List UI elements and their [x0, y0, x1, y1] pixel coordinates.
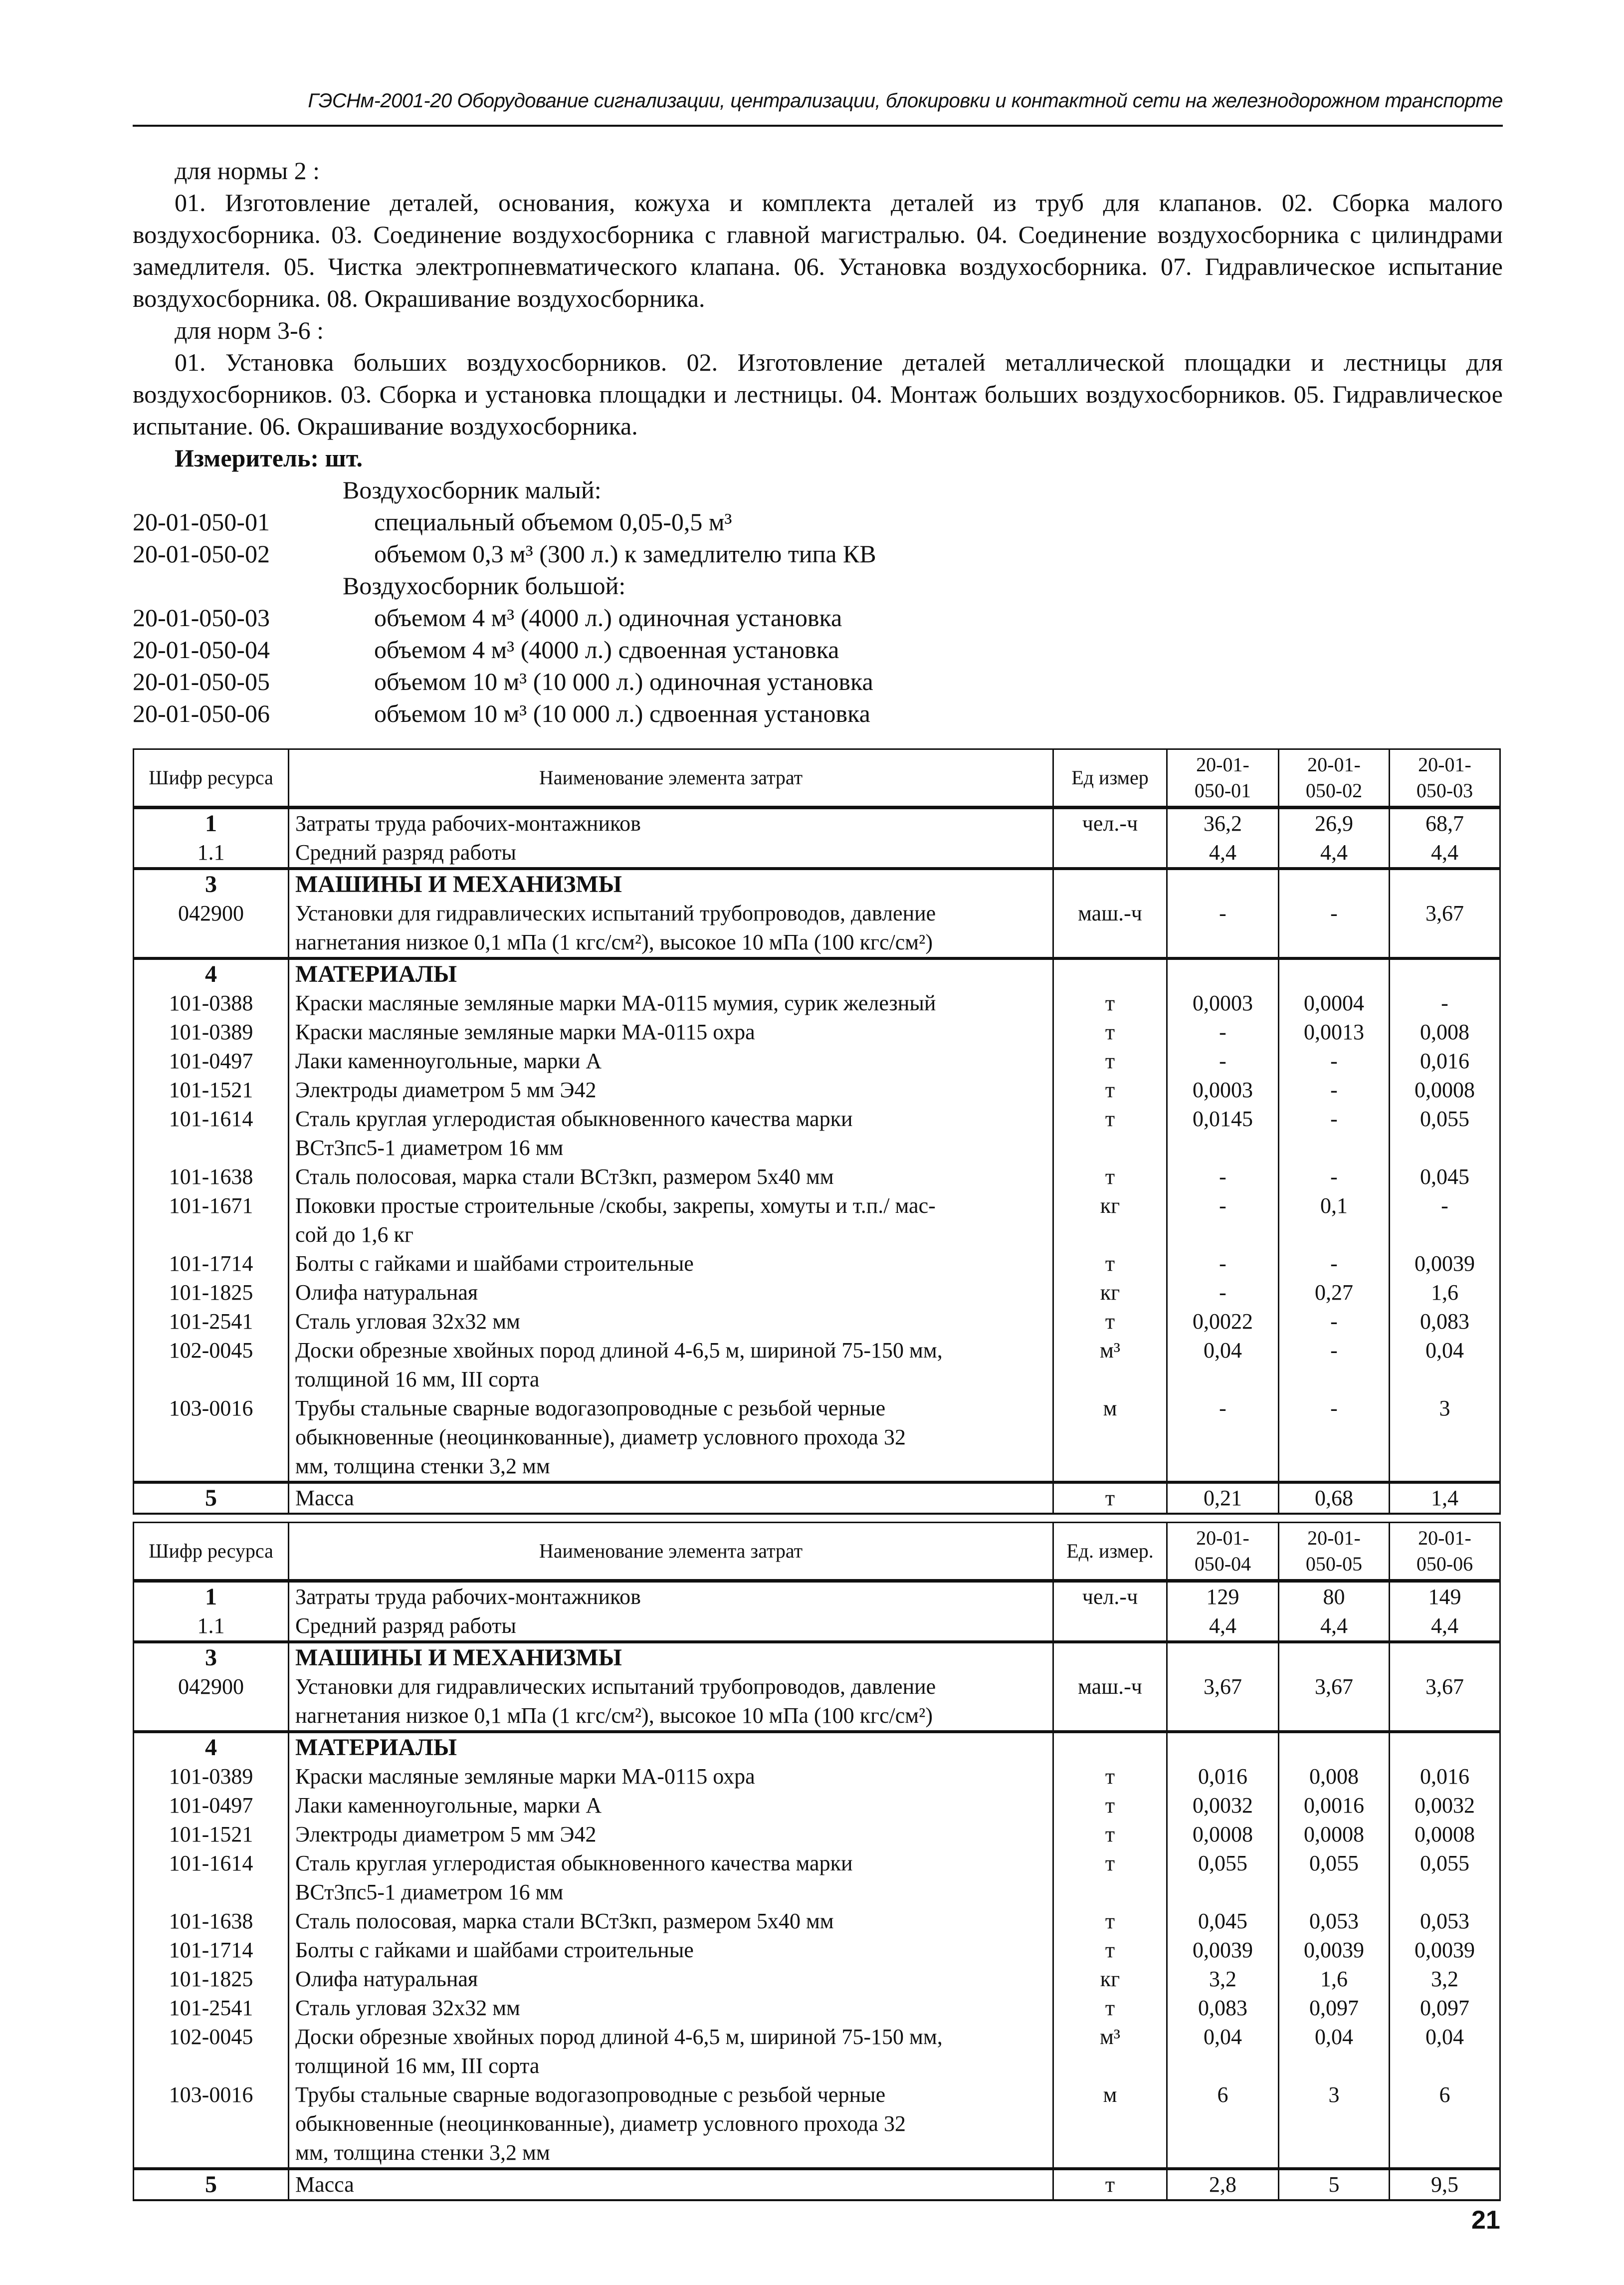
header-norm-1: 20-01- 050-01	[1167, 749, 1279, 808]
header-norm-1: 20-01- 050-04	[1167, 1523, 1279, 1581]
header-norm-2: 20-01- 050-02	[1279, 749, 1390, 808]
norm-value: 0,0008	[1390, 1820, 1500, 1849]
table-row	[134, 838, 1500, 869]
norm-value: 0,0013	[1279, 1018, 1390, 1047]
table-row	[134, 1018, 1500, 1047]
cost-element-name: Поковки простые строительные /скобы, закрепы, хомуты и т.п./ мас- сой до 1,6 кг	[289, 1191, 1053, 1249]
norm-value: 0,045	[1167, 1907, 1279, 1936]
resource-code: 101-1614	[134, 1105, 289, 1162]
norm-value: 0,0032	[1167, 1791, 1279, 1820]
unit: м	[1053, 1394, 1167, 1482]
header-code: Шифр ресурса	[134, 749, 289, 808]
cost-element-name: Олифа натуральная	[289, 1278, 1053, 1307]
resource-table-2	[133, 1522, 1501, 2201]
norm-value	[1167, 1732, 1279, 1762]
unit: м³	[1053, 2023, 1167, 2080]
norm-value: -	[1167, 1047, 1279, 1076]
table-row	[134, 1820, 1500, 1849]
norm-value: -	[1279, 1336, 1390, 1394]
norm-value: 0,0003	[1167, 1076, 1279, 1105]
norm-value: 0,053	[1390, 1907, 1500, 1936]
norm-value: 0,0039	[1390, 1936, 1500, 1965]
unit: чел.-ч	[1053, 808, 1167, 839]
unit: кг	[1053, 1965, 1167, 1994]
cost-element-name: Болты с гайками и шайбами строительные	[289, 1249, 1053, 1278]
header-norm-3: 20-01- 050-06	[1390, 1523, 1500, 1581]
norm-value: 3	[1279, 2080, 1390, 2169]
norm-value: 0,0039	[1167, 1936, 1279, 1965]
resource-code: 101-1638	[134, 1162, 289, 1191]
unit: м	[1053, 2080, 1167, 2169]
norm-code: 20-01-050-05	[133, 668, 270, 695]
unit: т	[1053, 1249, 1167, 1278]
table-header-row	[134, 749, 1500, 808]
norm-code: 20-01-050-02	[133, 540, 270, 568]
norm-value: 4,4	[1390, 838, 1500, 869]
table-row	[134, 1907, 1500, 1936]
resource-code: 102-0045	[134, 1336, 289, 1394]
table-row	[134, 1791, 1500, 1820]
norm-value	[1390, 1732, 1500, 1762]
norm2-body: 01. Изготовление деталей, основания, кожуха и комплекта деталей из труб для клапанов. 02. Сборка малого воздухосборника. 03. Соединение воздухосборника с главной магистралью. 04. Соединение воздухосборника с цилиндрами замедлителя. 05. Чистка электропневматического клапана. 06. Установка воздухосборника. 07. Гидравлическое испытание воздухосборника. 08. Окрашивание воздухосборника.	[133, 189, 1503, 312]
unit	[1053, 838, 1167, 869]
table-row	[134, 1336, 1500, 1394]
cost-element-name: Олифа натуральная	[289, 1965, 1053, 1994]
cost-element-name: Электроды диаметром 5 мм Э42	[289, 1076, 1053, 1105]
norm-value: 4,4	[1279, 838, 1390, 869]
unit: т	[1053, 1307, 1167, 1336]
norm-value: 1,6	[1390, 1278, 1500, 1307]
norm-value: -	[1279, 899, 1390, 958]
header-norm-3: 20-01- 050-03	[1390, 749, 1500, 808]
norm-value: 9,5	[1390, 2169, 1500, 2200]
cost-element-name: Затраты труда рабочих-монтажников	[289, 808, 1053, 839]
norm-value: 0,008	[1279, 1762, 1390, 1791]
norm-value: -	[1279, 1307, 1390, 1336]
norm-value: 0,0003	[1167, 989, 1279, 1018]
norm-value	[1167, 869, 1279, 899]
norm-value: 0,055	[1279, 1849, 1390, 1907]
norm-value	[1390, 869, 1500, 899]
resource-code: 101-1825	[134, 1965, 289, 1994]
norm-value: 0,0022	[1167, 1307, 1279, 1336]
cost-element-name: МАШИНЫ И МЕХАНИЗМЫ	[289, 1642, 1053, 1672]
resource-code: 101-1825	[134, 1278, 289, 1307]
table-row	[134, 1047, 1500, 1076]
resource-code: 101-1714	[134, 1249, 289, 1278]
unit: т	[1053, 1018, 1167, 1047]
unit: т	[1053, 1820, 1167, 1849]
header-name: Наименование элемента затрат	[289, 749, 1053, 808]
resource-code: 102-0045	[134, 2023, 289, 2080]
table-row	[134, 1162, 1500, 1191]
norm-value: 4,4	[1167, 838, 1279, 869]
norm-value: 0,008	[1390, 1018, 1500, 1047]
cost-element-name: Трубы стальные сварные водогазопроводные с резьбой черные обыкновенные (неоцинкованные), диаметр условного прохода 32 мм, толщина стенки 3,2 мм	[289, 1394, 1053, 1482]
resource-code: 1.1	[134, 1611, 289, 1642]
cost-element-name: Установки для гидравлических испытаний трубопроводов, давление нагнетания низкое 0,1 мПа (1 кгс/см²), высокое 10 мПа (100 кгс/см²)	[289, 899, 1053, 958]
cost-element-name: Сталь угловая 32х32 мм	[289, 1307, 1053, 1336]
norm-value: 68,7	[1390, 808, 1500, 839]
norm-item	[133, 538, 1503, 570]
unit: т	[1053, 1076, 1167, 1105]
unit: т	[1053, 989, 1167, 1018]
norm-value: 0,0039	[1279, 1936, 1390, 1965]
table-row	[134, 2023, 1500, 2080]
norm-value: 0,016	[1390, 1762, 1500, 1791]
norm-value: 0,053	[1279, 1907, 1390, 1936]
unit: т	[1053, 1105, 1167, 1162]
norm-item	[133, 666, 1503, 697]
norm36-body: 01. Установка больших воздухосборников. 02. Изготовление деталей металлической площадки и лестницы для воздухосборников. 03. Сборка и установка площадки и лестницы. 04. Монтаж больших воздухосборников. 05. Гидравлическое испытание. 06. Окрашивание воздухосборника.	[133, 348, 1503, 440]
header-unit: Ед. измер.	[1053, 1523, 1167, 1581]
cost-element-name: Сталь круглая углеродистая обыкновенного качества марки ВСт3пс5-1 диаметром 16 мм	[289, 1105, 1053, 1162]
norm-value: 6	[1167, 2080, 1279, 2169]
norm-value: 0,68	[1279, 1482, 1390, 1514]
table-row	[134, 1581, 1500, 1612]
resource-code: 101-0388	[134, 989, 289, 1018]
resource-code: 042900	[134, 1672, 289, 1732]
norm-value: 0,0016	[1279, 1791, 1390, 1820]
table-row	[134, 1105, 1500, 1162]
table-row	[134, 1732, 1500, 1762]
table-row	[134, 1672, 1500, 1732]
norm-value: 4,4	[1390, 1611, 1500, 1642]
unit: т	[1053, 1482, 1167, 1514]
subheading-small: Воздухосборник малый:	[343, 476, 602, 504]
norm-desc: объемом 4 м³ (4000 л.) сдвоенная установка	[374, 636, 839, 664]
cost-element-name: Лаки каменноугольные, марки А	[289, 1047, 1053, 1076]
cost-element-name: МАТЕРИАЛЫ	[289, 958, 1053, 989]
cost-element-name: Масса	[289, 2169, 1053, 2200]
header-rule	[133, 125, 1503, 127]
cost-element-name: Средний разряд работы	[289, 1611, 1053, 1642]
unit: кг	[1053, 1278, 1167, 1307]
norm-description	[133, 155, 1503, 729]
header-norm-2: 20-01- 050-05	[1279, 1523, 1390, 1581]
norm-value: 3,2	[1390, 1965, 1500, 1994]
resource-code: 1	[134, 1581, 289, 1612]
resource-code: 101-2541	[134, 1307, 289, 1336]
norm-code: 20-01-050-06	[133, 699, 270, 727]
resource-code: 4	[134, 958, 289, 989]
norm-value: -	[1167, 1249, 1279, 1278]
header-code: Шифр ресурса	[134, 1523, 289, 1581]
norm-value: 0,016	[1167, 1762, 1279, 1791]
norm-value	[1167, 1642, 1279, 1672]
table-row	[134, 1249, 1500, 1278]
subheading-large: Воздухосборник большой:	[343, 572, 626, 600]
norm-item	[133, 506, 1503, 538]
cost-element-name: Трубы стальные сварные водогазопроводные с резьбой черные обыкновенные (неоцинкованные), диаметр условного прохода 32 мм, толщина стенки 3,2 мм	[289, 2080, 1053, 2169]
norm-value: 0,21	[1167, 1482, 1279, 1514]
norm-value: 0,097	[1390, 1994, 1500, 2023]
header-unit: Ед измер	[1053, 749, 1167, 808]
norm-value: 0,27	[1279, 1278, 1390, 1307]
resource-code: 101-1521	[134, 1076, 289, 1105]
norm-value: -	[1167, 1394, 1279, 1482]
norm-value: -	[1167, 899, 1279, 958]
norm-value: 0,045	[1390, 1162, 1500, 1191]
unit	[1053, 1611, 1167, 1642]
norm-value: 80	[1279, 1581, 1390, 1612]
resource-code: 101-0389	[134, 1762, 289, 1791]
unit: т	[1053, 1762, 1167, 1791]
norm-value: -	[1167, 1162, 1279, 1191]
norm-value: 4,4	[1279, 1611, 1390, 1642]
norm-value: 0,083	[1390, 1307, 1500, 1336]
unit: т	[1053, 1907, 1167, 1936]
cost-element-name: Доски обрезные хвойных пород длиной 4-6,5 м, шириной 75-150 мм, толщиной 16 мм, III сорта	[289, 2023, 1053, 2080]
norm-value: 149	[1390, 1581, 1500, 1612]
cost-element-name: МАТЕРИАЛЫ	[289, 1732, 1053, 1762]
unit	[1053, 1642, 1167, 1672]
resource-code: 101-2541	[134, 1994, 289, 2023]
unit: м³	[1053, 1336, 1167, 1394]
norm-desc: объемом 10 м³ (10 000 л.) одиночная установка	[374, 668, 873, 695]
norm-value: 0,0008	[1390, 1076, 1500, 1105]
table-row	[134, 869, 1500, 899]
norm-value: 2,8	[1167, 2169, 1279, 2200]
norm-value: -	[1279, 1249, 1390, 1278]
resource-code: 103-0016	[134, 2080, 289, 2169]
unit: т	[1053, 1162, 1167, 1191]
table-row	[134, 808, 1500, 839]
resource-code: 3	[134, 869, 289, 899]
norm-item	[133, 602, 1503, 634]
unit: т	[1053, 1936, 1167, 1965]
cost-element-name: Сталь полосовая, марка стали ВСт3кп, размером 5х40 мм	[289, 1162, 1053, 1191]
norm-value: 4,4	[1167, 1611, 1279, 1642]
cost-element-name: Болты с гайками и шайбами строительные	[289, 1936, 1053, 1965]
resource-code: 101-0497	[134, 1791, 289, 1820]
norm2-label: для нормы 2 :	[175, 157, 320, 185]
unit: кг	[1053, 1191, 1167, 1249]
norm-value	[1279, 958, 1390, 989]
table-row	[134, 899, 1500, 958]
resource-code: 042900	[134, 899, 289, 958]
norm-value: 0,016	[1390, 1047, 1500, 1076]
norm-value: 1,4	[1390, 1482, 1500, 1514]
table-row	[134, 1936, 1500, 1965]
resource-code: 4	[134, 1732, 289, 1762]
unit: т	[1053, 1047, 1167, 1076]
resource-code: 1	[134, 808, 289, 839]
page-number: 21	[1471, 2206, 1500, 2235]
norm-value: 1,6	[1279, 1965, 1390, 1994]
unit	[1053, 869, 1167, 899]
resource-code: 101-1614	[134, 1849, 289, 1907]
unit: маш.-ч	[1053, 899, 1167, 958]
norm-code: 20-01-050-03	[133, 604, 270, 632]
norm-value: 0,0008	[1167, 1820, 1279, 1849]
cost-element-name: Сталь угловая 32х32 мм	[289, 1994, 1053, 2023]
norm-value: -	[1167, 1018, 1279, 1047]
unit: т	[1053, 2169, 1167, 2200]
resource-code: 103-0016	[134, 1394, 289, 1482]
norm-value: 0,1	[1279, 1191, 1390, 1249]
table-row	[134, 2169, 1500, 2200]
norm-value: 3,67	[1279, 1672, 1390, 1732]
table-row	[134, 1611, 1500, 1642]
norm-value: 0,04	[1167, 2023, 1279, 2080]
norm-desc: объемом 4 м³ (4000 л.) одиночная установка	[374, 604, 842, 632]
table-row	[134, 2080, 1500, 2169]
norm-desc: объемом 0,3 м³ (300 л.) к замедлителю типа КВ	[374, 540, 876, 568]
cost-element-name: Сталь полосовая, марка стали ВСт3кп, размером 5х40 мм	[289, 1907, 1053, 1936]
resource-code: 3	[134, 1642, 289, 1672]
norm-value: 3,67	[1167, 1672, 1279, 1732]
norm-value: -	[1279, 1394, 1390, 1482]
norm-value	[1279, 1732, 1390, 1762]
norm-value: 0,04	[1390, 1336, 1500, 1394]
norm-value	[1279, 1642, 1390, 1672]
cost-element-name: Сталь круглая углеродистая обыкновенного качества марки ВСт3пс5-1 диаметром 16 мм	[289, 1849, 1053, 1907]
norm-desc: специальный объемом 0,05-0,5 м³	[374, 508, 732, 536]
table-row	[134, 1762, 1500, 1791]
table-row	[134, 1965, 1500, 1994]
norm-value: -	[1167, 1191, 1279, 1249]
norm-item	[133, 634, 1503, 666]
norm-desc: объемом 10 м³ (10 000 л.) сдвоенная установка	[374, 699, 870, 727]
unit	[1053, 1732, 1167, 1762]
norm-value: 3,67	[1390, 1672, 1500, 1732]
table-row	[134, 1642, 1500, 1672]
norm36-label: для норм 3-6 :	[175, 316, 324, 344]
norm-value: -	[1390, 1191, 1500, 1249]
cost-element-name: Лаки каменноугольные, марки А	[289, 1791, 1053, 1820]
table-row	[134, 1394, 1500, 1482]
norm-value: 0,0032	[1390, 1791, 1500, 1820]
table-row	[134, 958, 1500, 989]
norm-value: -	[1279, 1162, 1390, 1191]
cost-element-name: Краски масляные земляные марки МА-0115 охра	[289, 1762, 1053, 1791]
table-row	[134, 1994, 1500, 2023]
resource-code: 1.1	[134, 838, 289, 869]
norm-value: 0,055	[1390, 1105, 1500, 1162]
resource-code: 101-1714	[134, 1936, 289, 1965]
running-title: ГЭСНм-2001-20 Оборудование сигнализации, централизации, блокировки и контактной сети на железнодорожном транспорте	[308, 90, 1503, 112]
header-name: Наименование элемента затрат	[289, 1523, 1053, 1581]
norm-value: 36,2	[1167, 808, 1279, 839]
resource-code: 5	[134, 2169, 289, 2200]
norm-value: 0,0039	[1390, 1249, 1500, 1278]
table-header-row	[134, 1523, 1500, 1581]
resource-code: 101-1638	[134, 1907, 289, 1936]
table-row	[134, 1076, 1500, 1105]
resource-code: 101-1521	[134, 1820, 289, 1849]
norm-value: 0,0145	[1167, 1105, 1279, 1162]
norm-value: 0,055	[1390, 1849, 1500, 1907]
norm-value: 0,04	[1279, 2023, 1390, 2080]
meter-unit: Измеритель: шт.	[175, 444, 363, 472]
norm-value: 0,0004	[1279, 989, 1390, 1018]
table-row	[134, 1849, 1500, 1907]
cost-element-name: Установки для гидравлических испытаний трубопроводов, давление нагнетания низкое 0,1 мПа (1 кгс/см²), высокое 10 мПа (100 кгс/см²)	[289, 1672, 1053, 1732]
unit: т	[1053, 1791, 1167, 1820]
norm-value: 0,0008	[1279, 1820, 1390, 1849]
cost-element-name: МАШИНЫ И МЕХАНИЗМЫ	[289, 869, 1053, 899]
norm-value: 26,9	[1279, 808, 1390, 839]
cost-element-name: Краски масляные земляные марки МА-0115 мумия, сурик железный	[289, 989, 1053, 1018]
norm-code: 20-01-050-01	[133, 508, 270, 536]
norm-value: -	[1279, 1047, 1390, 1076]
norm-value: -	[1167, 1278, 1279, 1307]
norm-value	[1390, 1642, 1500, 1672]
cost-element-name: Краски масляные земляные марки МА-0115 охра	[289, 1018, 1053, 1047]
table-row	[134, 1482, 1500, 1514]
unit: т	[1053, 1994, 1167, 2023]
table-row	[134, 989, 1500, 1018]
table-row	[134, 1278, 1500, 1307]
norm-code: 20-01-050-04	[133, 636, 270, 664]
cost-element-name: Затраты труда рабочих-монтажников	[289, 1581, 1053, 1612]
resource-code: 5	[134, 1482, 289, 1514]
unit: маш.-ч	[1053, 1672, 1167, 1732]
norm-value: 3,2	[1167, 1965, 1279, 1994]
norm-value	[1390, 958, 1500, 989]
norm-value	[1279, 869, 1390, 899]
norm-value: 6	[1390, 2080, 1500, 2169]
cost-element-name: Доски обрезные хвойных пород длиной 4-6,5 м, шириной 75-150 мм, толщиной 16 мм, III сорта	[289, 1336, 1053, 1394]
norm-value: -	[1279, 1076, 1390, 1105]
cost-element-name: Средний разряд работы	[289, 838, 1053, 869]
norm-item	[133, 697, 1503, 729]
resource-code: 101-0389	[134, 1018, 289, 1047]
cost-element-name: Электроды диаметром 5 мм Э42	[289, 1820, 1053, 1849]
norm-value: 0,055	[1167, 1849, 1279, 1907]
norm-value: 129	[1167, 1581, 1279, 1612]
norm-value: 3	[1390, 1394, 1500, 1482]
resource-code: 101-1671	[134, 1191, 289, 1249]
resource-table-1	[133, 748, 1501, 1515]
norm-value: 5	[1279, 2169, 1390, 2200]
norm-value: -	[1279, 1105, 1390, 1162]
table-row	[134, 1307, 1500, 1336]
norm-value: 0,04	[1390, 2023, 1500, 2080]
resource-code: 101-0497	[134, 1047, 289, 1076]
unit	[1053, 958, 1167, 989]
table-row	[134, 1191, 1500, 1249]
norm-value: -	[1390, 989, 1500, 1018]
unit: чел.-ч	[1053, 1581, 1167, 1612]
norm-value	[1167, 958, 1279, 989]
unit: т	[1053, 1849, 1167, 1907]
norm-value: 0,04	[1167, 1336, 1279, 1394]
norm-value: 3,67	[1390, 899, 1500, 958]
cost-element-name: Масса	[289, 1482, 1053, 1514]
norm-value: 0,083	[1167, 1994, 1279, 2023]
norm-value: 0,097	[1279, 1994, 1390, 2023]
